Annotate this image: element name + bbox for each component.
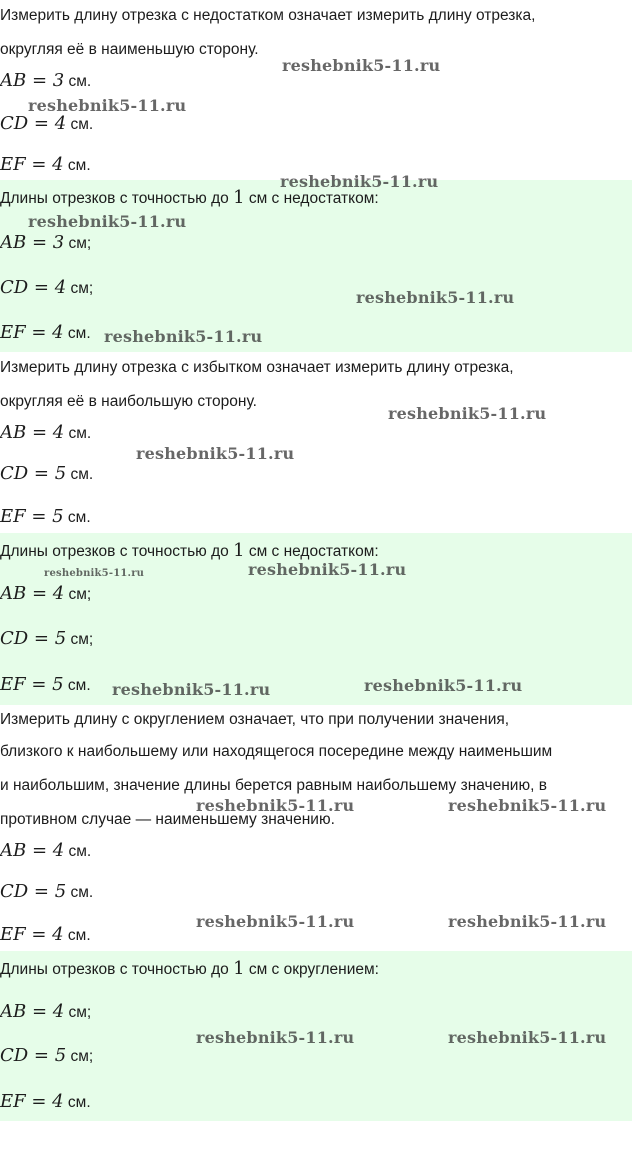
watermark: reshebnik5-11.ru [196,796,355,815]
formula-ab [0,841,91,862]
unit: см. [66,884,94,901]
math-expr: CD = 4 [0,113,67,134]
unit: см; [66,631,94,648]
watermark: reshebnik5-11.ru [104,327,263,346]
watermark: reshebnik5-11.ru [248,560,407,579]
formula-ef [0,323,91,344]
unit: см. [63,677,91,694]
unit: см; [66,280,94,297]
unit: см. [63,1094,91,1111]
math-expr: AB = 4 [0,422,65,443]
math-expr: AB = 4 [0,583,65,604]
box-title: Длины отрезков с точностью до 1 см с недостатком: [0,187,379,208]
math-expr: CD = 5 [0,1045,67,1066]
formula-ab [0,584,91,605]
watermark: reshebnik5-11.ru [28,96,187,115]
formula-ef [0,1092,91,1113]
watermark: reshebnik5-11.ru [282,56,441,75]
math-expr: AB = 3 [0,70,65,91]
math-expr: AB = 4 [0,840,65,861]
formula-cd [0,114,93,135]
math-expr: EF = 4 [0,154,64,175]
math-expr: CD = 4 [0,277,67,298]
math-expr: EF = 5 [0,674,64,695]
formula-cd [0,1046,93,1067]
math-expr: CD = 5 [0,881,67,902]
unit: см. [64,425,92,442]
watermark: reshebnik5-11.ru [44,568,145,579]
unit: см. [63,325,91,342]
box-title: Длины отрезков с точностью до 1 см с недостатком: [0,540,379,561]
watermark: reshebnik5-11.ru [280,172,439,191]
watermark: reshebnik5-11.ru [448,1028,607,1047]
unit: см; [64,1004,92,1021]
unit: см; [64,586,92,603]
watermark: reshebnik5-11.ru [136,444,295,463]
watermark: reshebnik5-11.ru [448,796,607,815]
paragraph-line: Измерить длину отрезка с избытком означает измерить длину отрезка, [0,359,514,376]
watermark: reshebnik5-11.ru [388,404,547,423]
paragraph-line: противном случае — наименьшему значению. [0,811,335,828]
watermark: reshebnik5-11.ru [196,912,355,931]
formula-ef [0,155,91,176]
watermark: reshebnik5-11.ru [112,680,271,699]
formula-ab [0,71,91,92]
paragraph-line: и наибольшим, значение длины берется равным наибольшему значению, в [0,777,547,794]
math-expr: EF = 5 [0,506,64,527]
formula-cd [0,464,93,485]
math-expr: AB = 4 [0,1001,65,1022]
watermark: reshebnik5-11.ru [28,212,187,231]
watermark: reshebnik5-11.ru [364,676,523,695]
formula-cd [0,882,93,903]
unit: см; [66,1048,94,1065]
math-expr: EF = 4 [0,924,64,945]
formula-ab [0,423,91,444]
paragraph-line: округляя её в наибольшую сторону. [0,393,257,410]
formula-ab [0,233,91,254]
paragraph-line: Измерить длину отрезка с недостатком означает измерить длину отрезка, [0,7,536,24]
paragraph-line: близкого к наибольшему или находящегося посередине между наименьшим [0,743,553,760]
unit: см. [66,116,94,133]
unit: см. [66,466,94,483]
watermark: reshebnik5-11.ru [448,912,607,931]
math-expr: AB = 3 [0,232,65,253]
math-expr: CD = 5 [0,628,67,649]
formula-ab [0,1002,91,1023]
unit: см. [63,509,91,526]
watermark: reshebnik5-11.ru [356,288,515,307]
formula-ef [0,507,91,528]
unit: см; [64,235,92,252]
math-expr: EF = 4 [0,322,64,343]
formula-ef [0,675,91,696]
formula-cd [0,629,93,650]
formula-cd [0,278,93,299]
unit: см. [64,843,92,860]
paragraph-line: округляя её в наименьшую сторону. [0,41,259,58]
watermark: reshebnik5-11.ru [196,1028,355,1047]
math-expr: CD = 5 [0,463,67,484]
math-expr: EF = 4 [0,1091,64,1112]
box-title: Длины отрезков с точностью до 1 см с округлением: [0,958,379,979]
unit: см. [63,927,91,944]
formula-ef [0,925,91,946]
unit: см. [63,157,91,174]
paragraph-line: Измерить длину с округлением означает, что при получении значения, [0,711,510,728]
unit: см. [64,73,92,90]
